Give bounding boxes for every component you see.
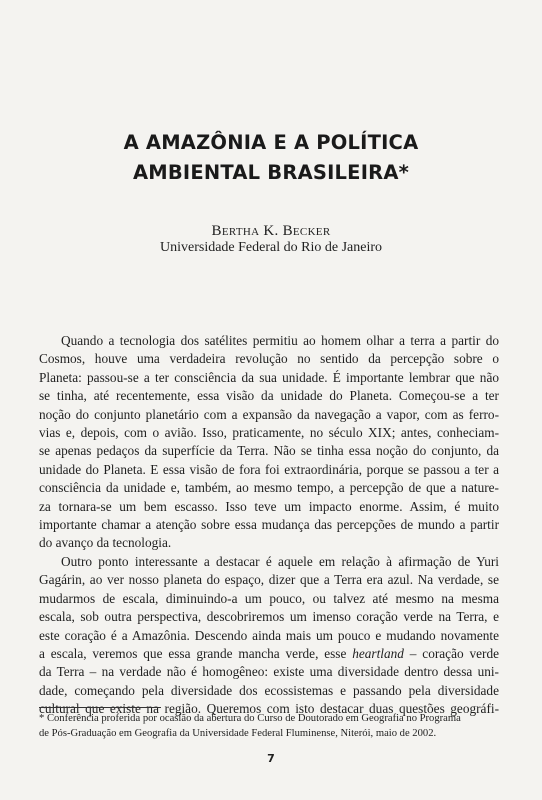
footnote-rule (39, 707, 161, 708)
body-line: vias e, depois, com o avião. Isso, praticamente, no século XIX; antes, conheciam- (39, 425, 499, 441)
page-number: 7 (267, 752, 275, 765)
body-line: este coração é a Amazônia. Descendo ainda mais um pouco e mudando novamente (39, 627, 499, 643)
body-line: Planeta: passou-se a ter consciência da sua unidade. É importante lembrar que não (39, 369, 499, 385)
body-line: se apenas pedaços da superfície da Terra. Não se tinha essa noção do conjunto, da (39, 443, 499, 459)
article-title: A AMAZÔNIA E A POLÍTICA AMBIENTAL BRASILEIRA* (123, 131, 419, 184)
body-line: cultural que existe na região. Queremos com isto destacar duas questões geográfi- (39, 701, 499, 717)
footnote (39, 711, 499, 741)
body-line: do avanço da tecnologia. (39, 535, 172, 551)
body-line: a escala, veremos que essa grande mancha verde, esse heartland – coração verde (39, 645, 499, 661)
body-line: Gagárin, ao ver nosso planeta do espaço, dizer que a Terra era azul. Na verdade, se (39, 572, 499, 588)
body-text (39, 332, 499, 719)
body-line: noção do conjunto planetário com a expansão da navegação a vapor, com as ferro- (39, 406, 499, 422)
author-name: Bertha K. Becker (211, 223, 331, 239)
body-line: mudarmos de escala, diminuindo-a um pouco, ou talvez até mesmo na mesma (39, 590, 499, 606)
body-line: Outro ponto interessante a destacar é aquele em relação à afirmação de Yuri (61, 553, 499, 569)
body-line: unidade do Planeta. E essa visão de fora foi extraordinária, porque se passou a ter a (39, 461, 499, 477)
footnote-line: de Pós-Graduação em Geografia da Universidade Federal Fluminense, Niterói, maio de 2002. (39, 728, 437, 739)
body-line: escala, sob outra perspectiva, descobriremos um imenso coração verde na Terra, e (39, 609, 499, 625)
body-line: Quando a tecnologia dos satélites permitiu ao homem olhar a terra a partir do (61, 333, 499, 348)
author-affiliation: Universidade Federal do Rio de Janeiro (160, 240, 382, 255)
body-line: importante chamar a atenção sobre essa mudança das percepções de mundo a partir (39, 517, 499, 533)
body-line: Cosmos, houve uma verdadeira revolução no sentido da percepção sobre o (39, 351, 499, 367)
emphasis-heartland: heartland (352, 645, 404, 661)
body-line: consciência da unidade e, também, ao mesmo tempo, a percepção de que a nature- (39, 480, 499, 496)
footnote-line: * Conferência proferida por ocasião da abertura do Curso de Doutorado em Geografia no Programa (39, 713, 461, 724)
body-line: se tinha, até recentemente, essa visão da unidade do Planeta. Começou-se a ter (39, 388, 499, 404)
body-line: za tornara-se um bem escasso. Isso teve um impacto enorme. Assim, é muito (39, 498, 499, 514)
body-line: dade, começando pela diversidade dos ecossistemas e passando pela diversidade (39, 682, 499, 698)
body-line: da Terra – na verdade não é homogêneo: existe uma diversidade dentro dessa uni- (39, 664, 499, 680)
